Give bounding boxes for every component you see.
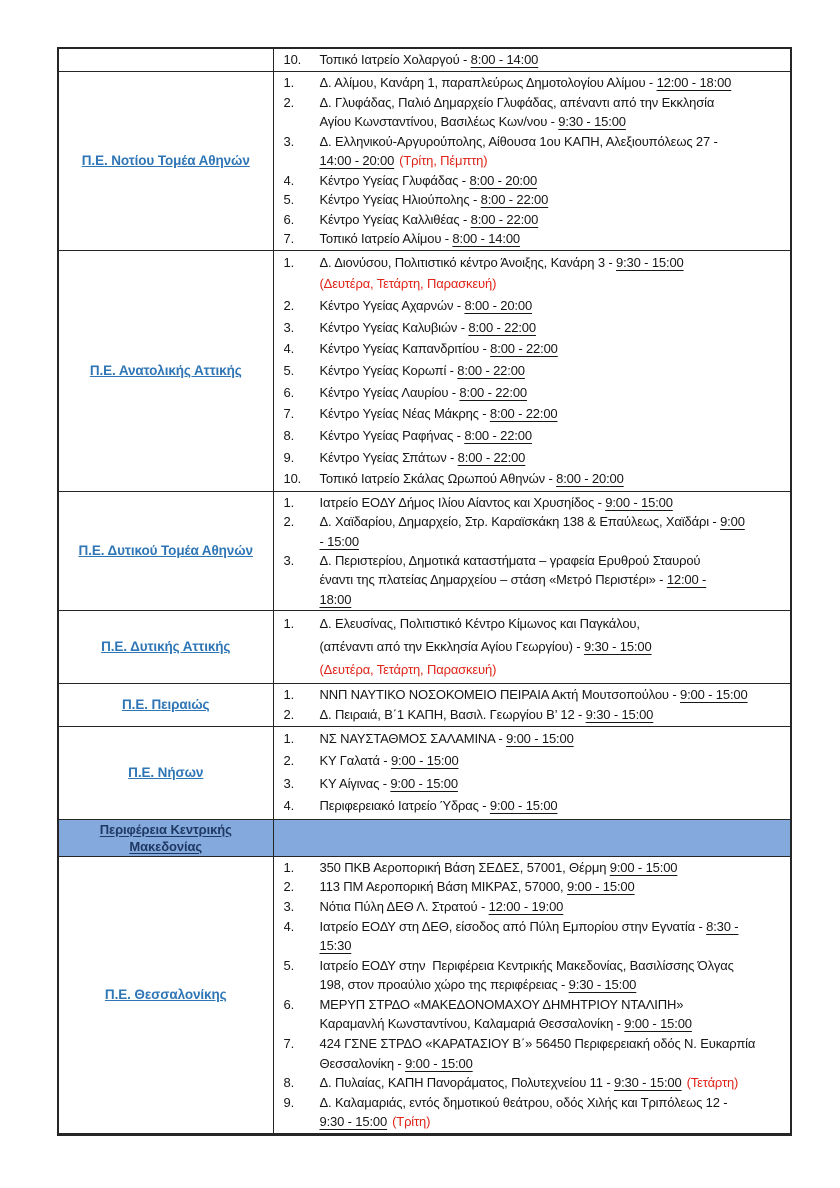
item-number: 4. [283, 798, 295, 814]
location-item-line [284, 795, 787, 818]
region-name-cell [58, 72, 273, 251]
item-number [284, 273, 320, 295]
hours-text: 14:00 - 20:00 [319, 153, 395, 168]
item-number: 8. [283, 1075, 295, 1091]
region-name-link[interactable]: Π.Ε. Δυτικής Αττικής [101, 638, 231, 654]
hours-text: 8:00 - 20:00 [469, 172, 538, 188]
location-text: Ιατρείο ΕΟΔΥ Δήμος Ιλίου Αίαντος και Χρυσηίδος - [319, 495, 606, 511]
item-number: 2. [283, 297, 295, 313]
location-item-line [284, 493, 787, 512]
item-number: 6. [283, 384, 295, 400]
location-text: Δ. Διονύσου, Πολιτιστικό κέντρο Άνοιξης, Κανάρη 3 - [319, 254, 617, 270]
location-text: Περιφερειακό Ιατρείο Ύδρας - [319, 798, 490, 814]
hours-text: 9:30 - 15:00 [583, 639, 652, 655]
location-item-line [284, 210, 787, 230]
location-text: Κέντρο Υγείας Αχαρνών - [319, 297, 465, 313]
location-text: Κέντρο Υγείας Σπάτων - [319, 449, 458, 465]
item-number: 5. [283, 362, 295, 378]
item-number [284, 590, 320, 609]
hours-text: 9:30 - 15:00 [585, 706, 654, 722]
region-row [58, 492, 791, 611]
item-number [284, 975, 320, 995]
location-text: (απέναντι από την Εκκλησία Αγίου Γεωργίου) - [319, 639, 584, 655]
location-text: Κέντρο Υγείας Ηλιούπολης - [319, 192, 481, 207]
hours-text: 8:00 - 22:00 [459, 384, 527, 400]
days-annotation: (Τετάρτη) [686, 1075, 739, 1091]
location-item-line [284, 382, 787, 404]
location-text: 198, στον προαύλιο χώρο της περιφέρειας - [319, 977, 569, 993]
location-text: Καραμανλή Κωνσταντίνου, Καλαμαριά Θεσσαλονίκη - [319, 1016, 625, 1032]
location-item-line [284, 705, 787, 725]
item-number: 1. [283, 495, 295, 511]
location-item-line [284, 570, 787, 589]
item-number: 7. [283, 1036, 295, 1052]
region-name-link[interactable]: Π.Ε. Νοτίου Τομέα Αθηνών [81, 152, 250, 168]
location-text: 350 ΠΚΒ Αεροπορική Βάση ΣΕΔΕΣ, 57001, Θέρμη [319, 859, 610, 875]
item-number [284, 532, 320, 551]
hours-text: 9:00 - 15:00 [489, 798, 558, 814]
days-annotation: (Τρίτη) [392, 1114, 431, 1130]
location-item-line [284, 956, 787, 976]
region-row [58, 72, 791, 251]
item-number: 2. [283, 879, 295, 895]
hours-text: 8:00 - 20:00 [464, 297, 533, 313]
location-item-line [284, 151, 787, 171]
location-item-line [284, 858, 787, 878]
location-item-line [284, 229, 787, 249]
region-name-cell [58, 492, 273, 611]
hours-text: 8:00 - 22:00 [489, 406, 558, 422]
location-item-line [284, 658, 787, 681]
location-item-line [284, 190, 787, 210]
region-row [58, 856, 791, 1134]
region-divider-row [58, 819, 791, 856]
item-number: 4. [283, 341, 295, 357]
location-text: Δ. Χαϊδαρίου, Δημαρχείο, Στρ. Καραϊσκάκη 138 & Επαύλεως, Χαϊδάρι - [319, 514, 721, 530]
region-name-cell [58, 610, 273, 683]
days-annotation: (Δευτέρα, Τετάρτη, Παρασκευή) [319, 276, 497, 292]
region-row [58, 48, 791, 72]
item-number: 3. [283, 898, 295, 914]
item-number: 2. [283, 753, 295, 769]
item-number: 5. [283, 192, 295, 207]
location-item-line [284, 612, 787, 635]
schedule-table-body [58, 48, 791, 1135]
location-text: Κέντρο Υγείας Καλυβιών - [319, 319, 469, 335]
region-name-link[interactable]: Π.Ε. Νήσων [128, 764, 204, 780]
location-text: Θεσσαλονίκη - [319, 1055, 406, 1071]
item-number: 8. [283, 428, 295, 443]
location-item-line [284, 295, 787, 317]
location-item-line [284, 551, 787, 570]
location-item-line [284, 532, 787, 551]
location-text: ΝΝΠ ΝΑΥΤΙΚΟ ΝΟΣΟΚΟΜΕΙΟ ΠΕΙΡΑΙΑ Ακτή Μουτσοπούλου - [319, 686, 680, 702]
item-number: 3. [283, 319, 295, 335]
region-name-link[interactable]: Π.Ε. Θεσσαλονίκης [104, 986, 227, 1002]
location-text: Δ. Πειραιά, Β΄1 ΚΑΠΗ, Βασιλ. Γεωργίου Β’ 12 - [319, 706, 586, 722]
location-text: Κέντρο Υγείας Ραφήνας - [319, 428, 465, 443]
location-item-line [284, 1014, 787, 1034]
location-item-line [284, 1093, 787, 1113]
item-number: 6. [283, 996, 295, 1012]
hours-text: 12:00 - 19:00 [488, 898, 564, 914]
location-text: Νότια Πύλη ΔΕΘ Λ. Στρατού - [319, 898, 489, 914]
hours-text: 15:30 [319, 938, 352, 954]
location-item-line [284, 1054, 787, 1074]
hours-text: 8:00 - 20:00 [556, 471, 624, 487]
item-number: 1. [283, 730, 295, 746]
hours-text: 9:00 - 15:00 [624, 1016, 692, 1032]
location-item-line [284, 917, 787, 937]
location-text: Κέντρο Υγείας Καλλιθέας - [319, 211, 471, 227]
hours-text: - 15:00 [319, 533, 359, 549]
location-item-line [284, 425, 787, 447]
location-text: ΚΥ Γαλατά - [319, 753, 391, 769]
item-number: 1. [283, 859, 295, 875]
location-item-line [284, 685, 787, 705]
hours-text: 8:00 - 22:00 [490, 341, 558, 357]
item-number: 10. [283, 471, 302, 487]
region-name-cell [58, 250, 273, 492]
item-number [284, 1054, 320, 1074]
location-item-line [284, 773, 787, 796]
item-number [284, 151, 320, 171]
location-item-line [284, 317, 787, 339]
location-text: 113 ΠΜ Αεροπορική Βάση ΜΙΚΡΑΣ, 57000, [319, 879, 567, 895]
location-item-line [284, 728, 787, 751]
hours-text: 9:30 - 15:00 [319, 1114, 388, 1130]
locations-cell [273, 250, 791, 492]
item-number: 9. [283, 1094, 295, 1110]
location-text: ΚΥ Αίγινας - [319, 775, 391, 791]
region-divider-label: Περιφέρεια Κεντρικής Μακεδονίας [99, 821, 232, 854]
item-number: 1. [283, 75, 295, 90]
item-number [284, 1014, 320, 1034]
hours-text: 9:00 - 15:00 [605, 495, 673, 511]
location-item-line [284, 1112, 787, 1132]
location-text: Δ. Ελευσίνας, Πολιτιστικό Κέντρο Κίμωνος και Παγκάλου, [319, 615, 640, 631]
item-number: 2. [283, 706, 295, 722]
hours-text: 9:00 - 15:00 [506, 730, 574, 746]
location-item-line [284, 73, 787, 93]
locations-cell [273, 492, 791, 611]
hours-text: 8:00 - 22:00 [457, 449, 526, 465]
locations-cell [273, 610, 791, 683]
location-text: ΜΕΡΥΠ ΣΤΡΔΟ «ΜΑΚΕΔΟΝΟΜΑΧΟΥ ΔΗΜΗΤΡΙΟΥ ΝΤΑΛΙΠΗ» [319, 996, 684, 1012]
item-number: 10. [283, 52, 302, 67]
hours-text: 12:00 - [666, 572, 707, 588]
item-number [284, 658, 320, 681]
item-number [284, 635, 320, 658]
location-text: έναντι της πλατείας Δημαρχείου – στάση «Μετρό Περιστέρι» - [319, 572, 667, 588]
item-number: 3. [283, 133, 295, 149]
location-text: Δ. Πυλαίας, ΚΑΠΗ Πανοράματος, Πολυτεχνείου 11 - [319, 1075, 614, 1091]
region-name-cell [58, 856, 273, 1134]
locations-cell [273, 819, 791, 856]
hours-text: 9:30 - 15:00 [613, 1075, 682, 1091]
location-item-line [284, 995, 787, 1015]
location-text: Δ. Ελληνικού-Αργυρούπολης, Αίθουσα 1ου ΚΑΠΗ, Αλεξιουπόλεως 27 - [319, 133, 718, 149]
hours-text: 9:30 - 15:00 [558, 114, 626, 129]
location-text: Κέντρο Υγείας Νέας Μάκρης - [319, 406, 490, 422]
location-item-line [284, 1034, 787, 1054]
hours-text: 8:00 - 14:00 [470, 52, 539, 67]
item-number: 1. [283, 615, 295, 631]
item-number: 2. [283, 514, 295, 530]
hours-text: 9:00 - 15:00 [566, 879, 635, 895]
location-text: Τοπικό Ιατρείο Αλίμου - [319, 231, 453, 246]
hours-text: 9:00 [720, 514, 745, 530]
region-name-link[interactable]: Π.Ε. Πειραιώς [122, 696, 210, 712]
item-number: 2. [283, 94, 295, 110]
item-number: 7. [283, 231, 295, 246]
location-item-line [284, 273, 787, 295]
location-item-line [284, 936, 787, 956]
location-item-line [284, 403, 787, 425]
region-divider-label-cell [58, 819, 273, 856]
location-item-line [284, 897, 787, 917]
days-annotation: (Τρίτη, Πέμπτη) [399, 153, 488, 168]
item-number [284, 570, 320, 589]
location-item-line [284, 252, 787, 274]
item-number: 1. [283, 254, 295, 270]
location-text: Τοπικό Ιατρείο Χολαργού - [319, 52, 471, 67]
location-text: Δ. Αλίμου, Κανάρη 1, παραπλεύρως Δημοτολογίου Αλίμου - [319, 75, 657, 90]
location-text: Κέντρο Υγείας Γλυφάδας - [319, 172, 470, 188]
item-number [284, 936, 320, 956]
hours-text: 12:00 - 18:00 [656, 75, 732, 90]
item-number: 1. [283, 686, 295, 702]
item-number: 3. [283, 775, 295, 791]
location-text: Ιατρείο ΕΟΔΥ στην Περιφέρεια Κεντρικής Μακεδονίας, Βασιλίσσης Όλγας [319, 957, 734, 973]
location-item-line [284, 877, 787, 897]
location-item-line [284, 93, 787, 113]
item-number: 4. [283, 918, 295, 934]
hours-text: 18:00 [319, 591, 352, 607]
location-text: Αγίου Κωνσταντίνου, Βασιλέως Κων/νου - [319, 114, 559, 129]
location-item-line [284, 512, 787, 531]
locations-cell [273, 683, 791, 726]
location-item-line [284, 50, 787, 70]
location-text: Δ. Καλαμαριάς, εντός δημοτικού θεάτρου, οδός Χιλής και Τριπόλεως 12 - [319, 1094, 728, 1110]
location-item-line [284, 590, 787, 609]
location-item-line [284, 132, 787, 152]
location-text: Δ. Περιστερίου, Δημοτικά καταστήματα – γραφεία Ερυθρού Σταυρού [319, 552, 701, 568]
locations-cell [273, 72, 791, 251]
location-item-line [284, 975, 787, 995]
location-item-line [284, 338, 787, 360]
item-number: 3. [283, 552, 295, 568]
hours-text: 8:00 - 14:00 [452, 231, 521, 246]
region-name-link[interactable]: Π.Ε. Δυτικού Τομέα Αθηνών [78, 542, 253, 558]
hours-text: 8:00 - 22:00 [470, 211, 539, 227]
hours-text: 8:00 - 22:00 [457, 362, 525, 378]
region-row [58, 250, 791, 492]
location-item-line [284, 171, 787, 191]
region-name-link[interactable]: Π.Ε. Ανατολικής Αττικής [89, 362, 242, 378]
locations-cell [273, 856, 791, 1134]
item-number [284, 1112, 320, 1132]
location-item-line [284, 468, 787, 490]
region-row [58, 610, 791, 683]
location-item-line [284, 1073, 787, 1093]
location-text: ΝΣ ΝΑΥΣΤΑΘΜΟΣ ΣΑΛΑΜΙΝΑ - [319, 730, 507, 746]
region-schedule-table [57, 47, 792, 1136]
item-number [284, 112, 320, 132]
hours-text: 8:00 - 22:00 [464, 428, 532, 443]
hours-text: 9:00 - 15:00 [390, 753, 459, 769]
item-number: 6. [283, 211, 295, 227]
location-item-line [284, 447, 787, 469]
locations-cell [273, 48, 791, 72]
days-annotation: (Δευτέρα, Τετάρτη, Παρασκευή) [319, 662, 497, 678]
hours-text: 9:30 - 15:00 [616, 254, 684, 270]
hours-text: 9:00 - 15:00 [390, 775, 458, 791]
region-name-cell [58, 48, 273, 72]
location-text: Ιατρείο ΕΟΔΥ στη ΔΕΘ, είσοδος από Πύλη Εμπορίου στην Εγνατία - [319, 918, 707, 934]
location-text: Τοπικό Ιατρείο Σκάλας Ωρωπού Αθηνών - [319, 471, 557, 487]
hours-text: 9:00 - 15:00 [679, 686, 748, 702]
location-text: Κέντρο Υγείας Λαυρίου - [319, 384, 460, 400]
hours-text: 9:30 - 15:00 [568, 977, 637, 993]
hours-text: 8:00 - 22:00 [468, 319, 536, 335]
item-number: 9. [283, 449, 295, 465]
location-item-line [284, 750, 787, 773]
location-text: Κέντρο Υγείας Καπανδριτίου - [319, 341, 491, 357]
hours-text: 8:00 - 22:00 [480, 192, 549, 207]
region-name-cell [58, 726, 273, 819]
hours-text: 9:00 - 15:00 [405, 1055, 473, 1071]
location-text: Κέντρο Υγείας Κορωπί - [319, 362, 458, 378]
region-row [58, 726, 791, 819]
locations-cell [273, 726, 791, 819]
region-name-cell [58, 683, 273, 726]
item-number: 7. [283, 406, 295, 422]
location-item-line [284, 360, 787, 382]
item-number: 4. [283, 172, 295, 188]
location-text: Δ. Γλυφάδας, Παλιό Δημαρχείο Γλυφάδας, απέναντι από την Εκκλησία [319, 94, 715, 110]
location-item-line [284, 635, 787, 658]
location-text: 424 ΓΣΝΕ ΣΤΡΔΟ «ΚΑΡΑΤΑΣΙΟΥ Β΄» 56450 Περιφερειακή οδός Ν. Ευκαρπία [319, 1036, 756, 1052]
hours-text: 8:30 - [706, 918, 739, 934]
item-number: 5. [283, 957, 295, 973]
location-item-line [284, 112, 787, 132]
region-row [58, 683, 791, 726]
hours-text: 9:00 - 15:00 [609, 859, 678, 875]
